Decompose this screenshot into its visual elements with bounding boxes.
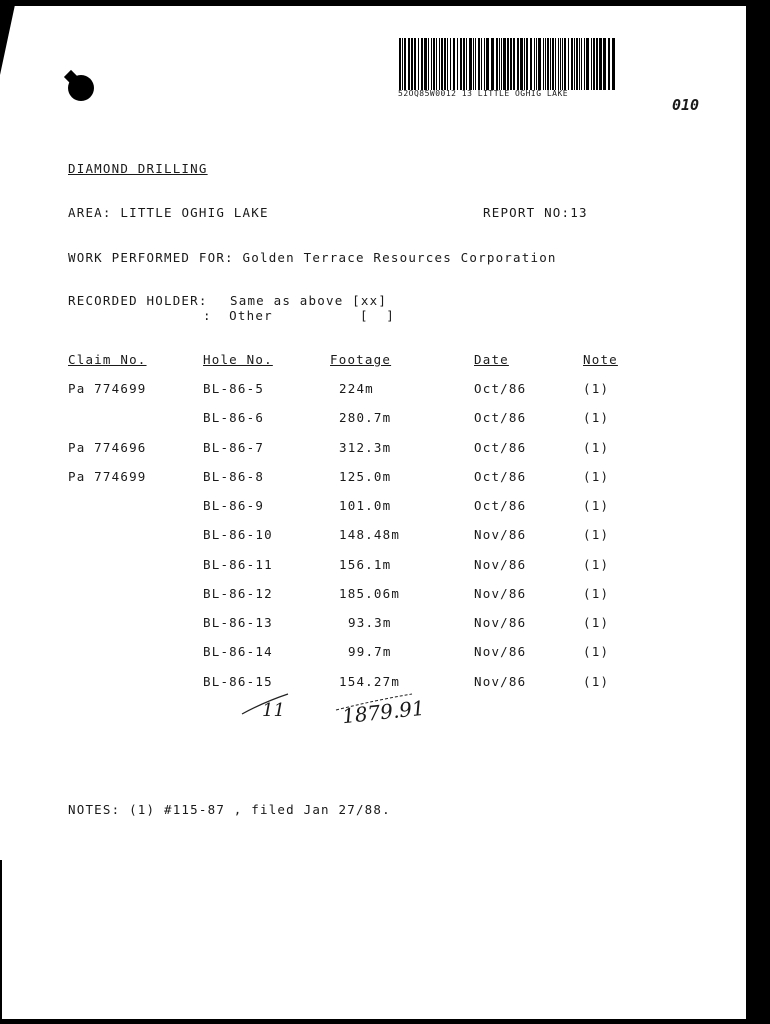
date-cell: Oct/86 [474, 410, 527, 425]
note-cell: (1) [583, 527, 610, 542]
hole-cell: BL-86-10 [203, 527, 273, 542]
barcode-caption: 52OQ85W0012 13 LITTLE OGHIG LAKE [398, 89, 569, 98]
work-line [68, 250, 557, 265]
note-cell: (1) [583, 410, 610, 425]
hole-cell: BL-86-8 [203, 469, 265, 484]
note-cell: (1) [583, 469, 610, 484]
handwritten-footage-total: 1879.91 [340, 695, 426, 729]
notes-line: NOTES: (1) #115-87 , filed Jan 27/88. [68, 802, 391, 817]
date-cell: Nov/86 [474, 615, 527, 630]
report-label: REPORT NO: [483, 205, 571, 220]
footage-cell: 101.0m [339, 498, 392, 513]
date-cell: Nov/86 [474, 527, 527, 542]
scan-edge-right [746, 0, 770, 1024]
work-value: Golden Terrace Resources Corporation [242, 250, 557, 265]
footage-cell: 280.7m [339, 410, 392, 425]
holder-same: Same as above [xx] [230, 293, 388, 308]
date-cell: Nov/86 [474, 557, 527, 572]
scan-edge-left [0, 860, 2, 1020]
hole-cell: BL-86-14 [203, 644, 273, 659]
report-value: 13 [570, 205, 588, 220]
header-note: Note [583, 352, 618, 367]
footage-cell: 185.06m [339, 586, 401, 601]
area-line [68, 205, 269, 220]
footage-cell: 224m [339, 381, 374, 396]
footage-cell: 148.48m [339, 527, 401, 542]
hole-cell: BL-86-5 [203, 381, 265, 396]
area-label: AREA: [68, 205, 112, 220]
hole-cell: BL-86-7 [203, 440, 265, 455]
header-footage: Footage [330, 352, 392, 367]
date-cell: Nov/86 [474, 674, 527, 689]
document-title: DIAMOND DRILLING [68, 161, 208, 176]
header-claim: Claim No. [68, 352, 147, 367]
holder-label: RECORDED HOLDER: [68, 293, 208, 308]
scan-corner-left [0, 0, 16, 75]
date-cell: Oct/86 [474, 469, 527, 484]
date-cell: Nov/86 [474, 586, 527, 601]
barcode-image [399, 38, 617, 90]
footage-cell: 156.1m [339, 557, 392, 572]
hole-cell: BL-86-11 [203, 557, 273, 572]
date-cell: Oct/86 [474, 381, 527, 396]
note-cell: (1) [583, 615, 610, 630]
footage-cell: 125.0m [339, 469, 392, 484]
footage-cell: 154.27m [339, 674, 401, 689]
footage-cell: 99.7m [348, 644, 392, 659]
note-cell: (1) [583, 381, 610, 396]
date-cell: Oct/86 [474, 498, 527, 513]
work-label: WORK PERFORMED FOR: [68, 250, 234, 265]
hole-cell: BL-86-13 [203, 615, 273, 630]
scan-edge-bottom [0, 1019, 746, 1024]
report-line [483, 205, 588, 220]
claim-cell: Pa 774696 [68, 440, 147, 455]
hole-cell: BL-86-15 [203, 674, 273, 689]
note-cell: (1) [583, 498, 610, 513]
area-value: LITTLE OGHIG LAKE [120, 205, 269, 220]
note-cell: (1) [583, 586, 610, 601]
scan-edge-top [0, 0, 770, 6]
claim-cell: Pa 774699 [68, 469, 147, 484]
hole-cell: BL-86-6 [203, 410, 265, 425]
handwritten-hole-total: 11 [262, 700, 285, 721]
holder-other: : Other [ ] [203, 308, 395, 323]
punch-hole-mark [68, 75, 94, 101]
date-cell: Oct/86 [474, 440, 527, 455]
note-cell: (1) [583, 644, 610, 659]
note-cell: (1) [583, 557, 610, 572]
header-date: Date [474, 352, 509, 367]
hole-cell: BL-86-12 [203, 586, 273, 601]
date-cell: Nov/86 [474, 644, 527, 659]
header-hole: Hole No. [203, 352, 273, 367]
note-cell: (1) [583, 674, 610, 689]
claim-cell: Pa 774699 [68, 381, 147, 396]
note-cell: (1) [583, 440, 610, 455]
page-code: 010 [672, 96, 700, 114]
footage-cell: 93.3m [348, 615, 392, 630]
hole-cell: BL-86-9 [203, 498, 265, 513]
footage-cell: 312.3m [339, 440, 392, 455]
